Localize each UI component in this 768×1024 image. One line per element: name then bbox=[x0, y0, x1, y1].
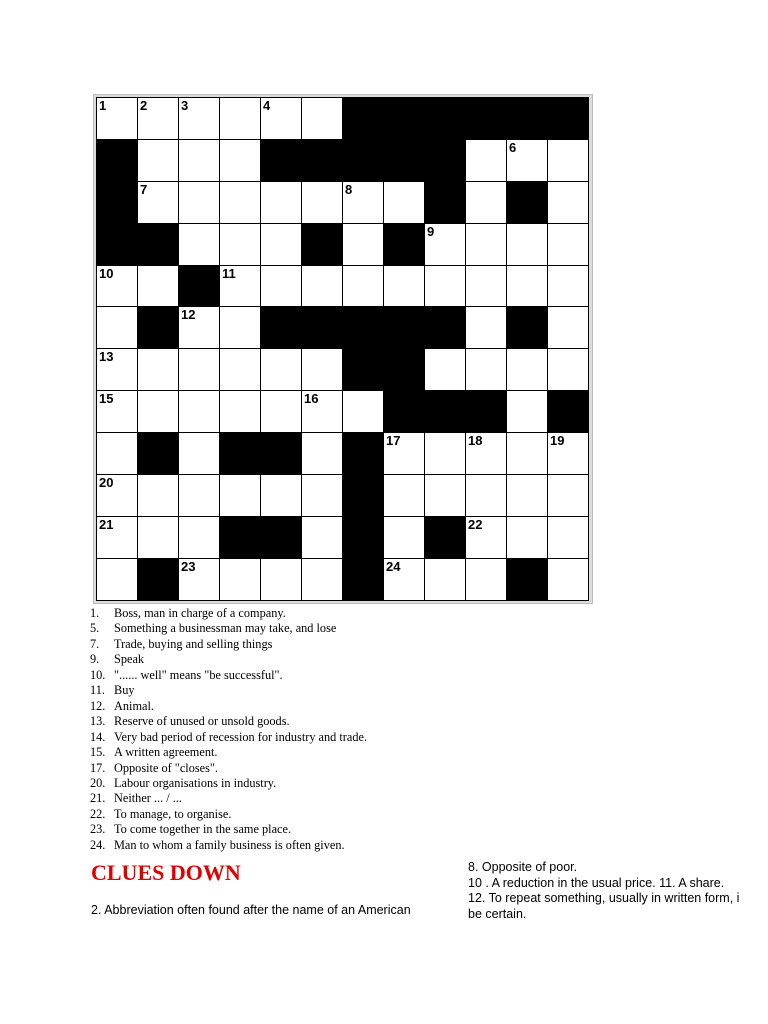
black-square bbox=[302, 224, 343, 266]
crossword-cell[interactable] bbox=[384, 182, 425, 224]
black-square bbox=[343, 98, 384, 140]
black-square bbox=[548, 98, 589, 140]
across-clue-text: Trade, buying and selling things bbox=[114, 636, 273, 651]
crossword-cell[interactable] bbox=[138, 475, 179, 517]
crossword-cell[interactable] bbox=[343, 182, 384, 224]
black-square bbox=[220, 517, 261, 559]
black-square bbox=[425, 307, 466, 349]
across-clue-text: "...... well" means "be successful". bbox=[114, 667, 283, 682]
crossword-cell[interactable] bbox=[384, 517, 425, 559]
crossword-cell[interactable] bbox=[466, 140, 507, 182]
crossword-cell[interactable] bbox=[138, 182, 179, 224]
across-clue bbox=[90, 761, 367, 776]
crossword-cell[interactable] bbox=[302, 517, 343, 559]
black-square bbox=[97, 182, 138, 224]
across-clue-text: Very bad period of recession for industry and trade. bbox=[114, 729, 368, 744]
crossword-cell[interactable] bbox=[179, 349, 220, 391]
crossword-cell[interactable] bbox=[220, 349, 261, 391]
across-clue-text: Animal. bbox=[114, 698, 154, 713]
clue-number: 22 bbox=[468, 516, 483, 532]
crossword-cell[interactable] bbox=[179, 140, 220, 182]
across-clue-number: 1. bbox=[90, 606, 100, 620]
across-clue bbox=[90, 807, 367, 822]
crossword-cell[interactable] bbox=[548, 307, 589, 349]
black-square bbox=[384, 391, 425, 433]
crossword-cell[interactable] bbox=[466, 266, 507, 308]
across-clue-text: Speak bbox=[114, 652, 145, 667]
crossword-cell[interactable] bbox=[261, 475, 302, 517]
crossword-cell[interactable] bbox=[384, 475, 425, 517]
across-clue-text: To come together in the same place. bbox=[114, 822, 292, 837]
across-clue bbox=[90, 791, 367, 806]
crossword-cell[interactable] bbox=[343, 266, 384, 308]
crossword-cell[interactable] bbox=[97, 391, 138, 433]
black-square bbox=[343, 559, 384, 601]
crossword-cell[interactable] bbox=[507, 475, 548, 517]
black-square bbox=[384, 307, 425, 349]
crossword-cell[interactable] bbox=[466, 433, 507, 475]
crossword-cell[interactable] bbox=[548, 433, 589, 475]
crossword-cell[interactable] bbox=[220, 266, 261, 308]
clue-number: 2 bbox=[140, 98, 148, 113]
crossword-cell[interactable] bbox=[466, 349, 507, 391]
crossword-cell[interactable] bbox=[261, 559, 302, 601]
across-clue-number: 20. bbox=[90, 775, 106, 790]
crossword-cell[interactable] bbox=[548, 475, 589, 517]
crossword-cell[interactable] bbox=[97, 517, 138, 559]
black-square bbox=[343, 349, 384, 391]
black-square bbox=[138, 559, 179, 601]
crossword-cell[interactable] bbox=[179, 307, 220, 349]
clue-number: 12 bbox=[181, 307, 196, 323]
clue-number: 19 bbox=[550, 433, 565, 449]
across-clue bbox=[90, 621, 367, 636]
crossword-cell[interactable] bbox=[97, 433, 138, 475]
crossword-cell[interactable] bbox=[425, 475, 466, 517]
crossword-cell[interactable] bbox=[425, 266, 466, 308]
clue-number: 17 bbox=[386, 433, 401, 449]
crossword-cell[interactable] bbox=[302, 391, 343, 433]
crossword-cell[interactable] bbox=[138, 349, 179, 391]
across-clue-text: A written agreement. bbox=[114, 745, 218, 760]
across-clue bbox=[90, 838, 367, 853]
black-square bbox=[138, 224, 179, 266]
clue-number: 11 bbox=[222, 265, 236, 281]
across-clue-number: 23. bbox=[90, 822, 106, 837]
black-square bbox=[425, 517, 466, 559]
across-clue-number: 14. bbox=[90, 729, 106, 744]
crossword-cell[interactable] bbox=[466, 559, 507, 601]
across-clue-text: Buy bbox=[114, 683, 135, 698]
crossword-cell[interactable] bbox=[179, 224, 220, 266]
crossword-cell[interactable] bbox=[220, 391, 261, 433]
clue-number: 9 bbox=[427, 223, 435, 239]
crossword-cell[interactable] bbox=[343, 224, 384, 266]
crossword-cell[interactable] bbox=[97, 475, 138, 517]
black-square bbox=[425, 182, 466, 224]
crossword-cell[interactable] bbox=[179, 559, 220, 601]
crossword-cell[interactable] bbox=[179, 433, 220, 475]
across-clue bbox=[90, 776, 367, 791]
across-clue-text: Reserve of unused or unsold goods. bbox=[114, 714, 290, 729]
black-square bbox=[343, 517, 384, 559]
across-clue-number: 17. bbox=[90, 760, 106, 775]
crossword-cell[interactable] bbox=[425, 559, 466, 601]
crossword-cell[interactable] bbox=[507, 391, 548, 433]
across-clue-number: 22. bbox=[90, 806, 106, 821]
black-square bbox=[466, 391, 507, 433]
crossword-cell[interactable] bbox=[179, 517, 220, 559]
clue-number: 24 bbox=[386, 558, 401, 574]
black-square bbox=[384, 140, 425, 182]
black-square bbox=[179, 266, 220, 308]
black-square bbox=[261, 140, 302, 182]
crossword-cell[interactable] bbox=[261, 391, 302, 433]
black-square bbox=[261, 517, 302, 559]
black-square bbox=[425, 140, 466, 182]
crossword-cell[interactable] bbox=[548, 349, 589, 391]
crossword-cell[interactable] bbox=[97, 98, 138, 140]
across-clue bbox=[90, 668, 367, 683]
clue-number: 23 bbox=[181, 558, 196, 574]
across-clue-number: 21. bbox=[90, 791, 106, 806]
crossword-cell[interactable] bbox=[220, 182, 261, 224]
crossword-cell[interactable] bbox=[97, 559, 138, 601]
crossword-cell[interactable] bbox=[138, 140, 179, 182]
clues-down-heading: CLUES DOWN bbox=[91, 860, 241, 885]
crossword-cell[interactable] bbox=[507, 349, 548, 391]
black-square bbox=[302, 307, 343, 349]
crossword-cell[interactable] bbox=[220, 559, 261, 601]
across-clue-number: 7. bbox=[90, 636, 100, 651]
crossword-cell[interactable] bbox=[425, 349, 466, 391]
across-clue-number: 12. bbox=[90, 698, 106, 713]
clue-number: 7 bbox=[140, 181, 148, 197]
crossword-cell[interactable] bbox=[220, 224, 261, 266]
crossword-cell[interactable] bbox=[302, 559, 343, 601]
black-square bbox=[384, 98, 425, 140]
across-clue-text: To manage, to organise. bbox=[114, 806, 232, 821]
crossword-cell[interactable] bbox=[138, 391, 179, 433]
across-clue-text: Man to whom a family business is often given. bbox=[114, 837, 345, 852]
crossword-cell[interactable] bbox=[507, 266, 548, 308]
black-square bbox=[261, 433, 302, 475]
crossword-cell[interactable] bbox=[302, 182, 343, 224]
crossword-cell[interactable] bbox=[302, 266, 343, 308]
across-clue-number: 13. bbox=[90, 714, 106, 729]
clue-number: 13 bbox=[99, 349, 114, 365]
across-clue-text: Neither ... / ... bbox=[114, 791, 182, 806]
crossword-cell[interactable] bbox=[97, 307, 138, 349]
crossword-cell[interactable] bbox=[261, 266, 302, 308]
black-square bbox=[425, 98, 466, 140]
crossword-cell[interactable] bbox=[384, 266, 425, 308]
crossword-cell[interactable] bbox=[466, 475, 507, 517]
crossword-cell[interactable] bbox=[507, 140, 548, 182]
black-square bbox=[138, 307, 179, 349]
crossword-cell[interactable] bbox=[261, 98, 302, 140]
across-clue bbox=[90, 699, 367, 714]
across-clue bbox=[90, 652, 367, 667]
crossword-cell[interactable] bbox=[466, 224, 507, 266]
black-square bbox=[302, 140, 343, 182]
crossword-cell[interactable] bbox=[548, 266, 589, 308]
clue-number: 18 bbox=[468, 433, 483, 449]
across-clue-number: 10. bbox=[90, 667, 106, 682]
black-square bbox=[343, 140, 384, 182]
clue-number: 1 bbox=[99, 98, 107, 113]
crossword-grid bbox=[96, 97, 589, 601]
crossword-cell[interactable] bbox=[138, 266, 179, 308]
clue-number: 6 bbox=[509, 139, 517, 155]
crossword-cell[interactable] bbox=[220, 140, 261, 182]
down-clue-line: 10 . A reduction in the usual price. 11. A share. bbox=[468, 875, 725, 890]
crossword-cell[interactable] bbox=[466, 307, 507, 349]
clue-number: 16 bbox=[304, 391, 319, 407]
crossword-cell[interactable] bbox=[466, 182, 507, 224]
black-square bbox=[548, 391, 589, 433]
crossword-cell[interactable] bbox=[97, 266, 138, 308]
clue-number: 14 bbox=[386, 349, 401, 365]
across-clue bbox=[90, 637, 367, 652]
black-square bbox=[466, 98, 507, 140]
crossword-cell[interactable] bbox=[138, 98, 179, 140]
crossword-cell[interactable] bbox=[179, 475, 220, 517]
black-square bbox=[343, 307, 384, 349]
crossword-cell[interactable] bbox=[548, 224, 589, 266]
across-clue-number: 24. bbox=[90, 837, 106, 852]
crossword-cell[interactable] bbox=[548, 559, 589, 601]
across-clue bbox=[90, 683, 367, 698]
black-square bbox=[138, 433, 179, 475]
crossword-cell[interactable] bbox=[548, 140, 589, 182]
crossword-cell[interactable] bbox=[302, 433, 343, 475]
crossword-cell[interactable] bbox=[343, 391, 384, 433]
across-clue-number: 15. bbox=[90, 745, 106, 760]
across-clue-text: Opposite of "closes". bbox=[114, 760, 218, 775]
across-clue-number: 5. bbox=[90, 621, 100, 636]
down-clue-line: be certain. bbox=[468, 906, 527, 921]
black-square bbox=[97, 224, 138, 266]
across-clue bbox=[90, 745, 367, 760]
crossword-cell[interactable] bbox=[466, 517, 507, 559]
black-square bbox=[425, 391, 466, 433]
crossword-cell[interactable] bbox=[220, 307, 261, 349]
black-square bbox=[384, 349, 425, 391]
across-clue bbox=[90, 822, 367, 837]
across-clue-text: Boss, man in charge of a company. bbox=[114, 606, 286, 620]
crossword-cell[interactable] bbox=[261, 182, 302, 224]
black-square bbox=[343, 433, 384, 475]
crossword-cell[interactable] bbox=[179, 391, 220, 433]
crossword-cell[interactable] bbox=[138, 517, 179, 559]
crossword-cell[interactable] bbox=[179, 182, 220, 224]
across-clue-number: 11. bbox=[90, 683, 105, 698]
crossword-cell[interactable] bbox=[261, 349, 302, 391]
across-clue-text: Something a businessman may take, and lose bbox=[114, 621, 337, 636]
clue-number: 8 bbox=[345, 181, 353, 197]
crossword-cell[interactable] bbox=[425, 433, 466, 475]
crossword-cell[interactable] bbox=[179, 98, 220, 140]
black-square bbox=[507, 98, 548, 140]
across-clue bbox=[90, 730, 367, 745]
crossword-cell[interactable] bbox=[548, 517, 589, 559]
across-clue bbox=[90, 714, 367, 729]
clue-number: 21 bbox=[99, 516, 114, 532]
crossword-cell[interactable] bbox=[384, 559, 425, 601]
across-clues-list bbox=[90, 606, 367, 853]
crossword-cell[interactable] bbox=[302, 349, 343, 391]
black-square bbox=[507, 559, 548, 601]
crossword-cell[interactable] bbox=[507, 433, 548, 475]
crossword-cell[interactable] bbox=[425, 224, 466, 266]
clue-number: 4 bbox=[263, 98, 271, 113]
crossword-cell[interactable] bbox=[302, 475, 343, 517]
across-clue-number: 9. bbox=[90, 652, 100, 667]
down-clues-right-column bbox=[468, 860, 768, 922]
crossword-cell[interactable] bbox=[220, 475, 261, 517]
black-square bbox=[220, 433, 261, 475]
clue-number: 15 bbox=[99, 391, 114, 407]
black-square bbox=[507, 182, 548, 224]
down-clue-line: 12. To repeat something, usually in written form, i bbox=[468, 891, 740, 906]
down-clue-2: 2. Abbreviation often found after the name of an American bbox=[91, 903, 411, 917]
crossword-cell[interactable] bbox=[548, 182, 589, 224]
crossword-cell[interactable] bbox=[261, 224, 302, 266]
clue-number: 3 bbox=[181, 98, 189, 113]
crossword-cell[interactable] bbox=[220, 98, 261, 140]
black-square bbox=[384, 224, 425, 266]
crossword-cell[interactable] bbox=[384, 433, 425, 475]
across-clue bbox=[90, 606, 367, 621]
down-clue-line: 8. Opposite of poor. bbox=[468, 860, 578, 874]
crossword-cell[interactable] bbox=[507, 224, 548, 266]
crossword-cell[interactable] bbox=[507, 517, 548, 559]
crossword-cell[interactable] bbox=[302, 98, 343, 140]
black-square bbox=[343, 475, 384, 517]
clue-number: 10 bbox=[99, 265, 114, 281]
clue-number: 5 bbox=[427, 139, 435, 155]
black-square bbox=[507, 307, 548, 349]
across-clue-text: Labour organisations in industry. bbox=[114, 775, 277, 790]
black-square bbox=[97, 140, 138, 182]
black-square bbox=[261, 307, 302, 349]
crossword-cell[interactable] bbox=[97, 349, 138, 391]
clue-number: 20 bbox=[99, 475, 114, 491]
